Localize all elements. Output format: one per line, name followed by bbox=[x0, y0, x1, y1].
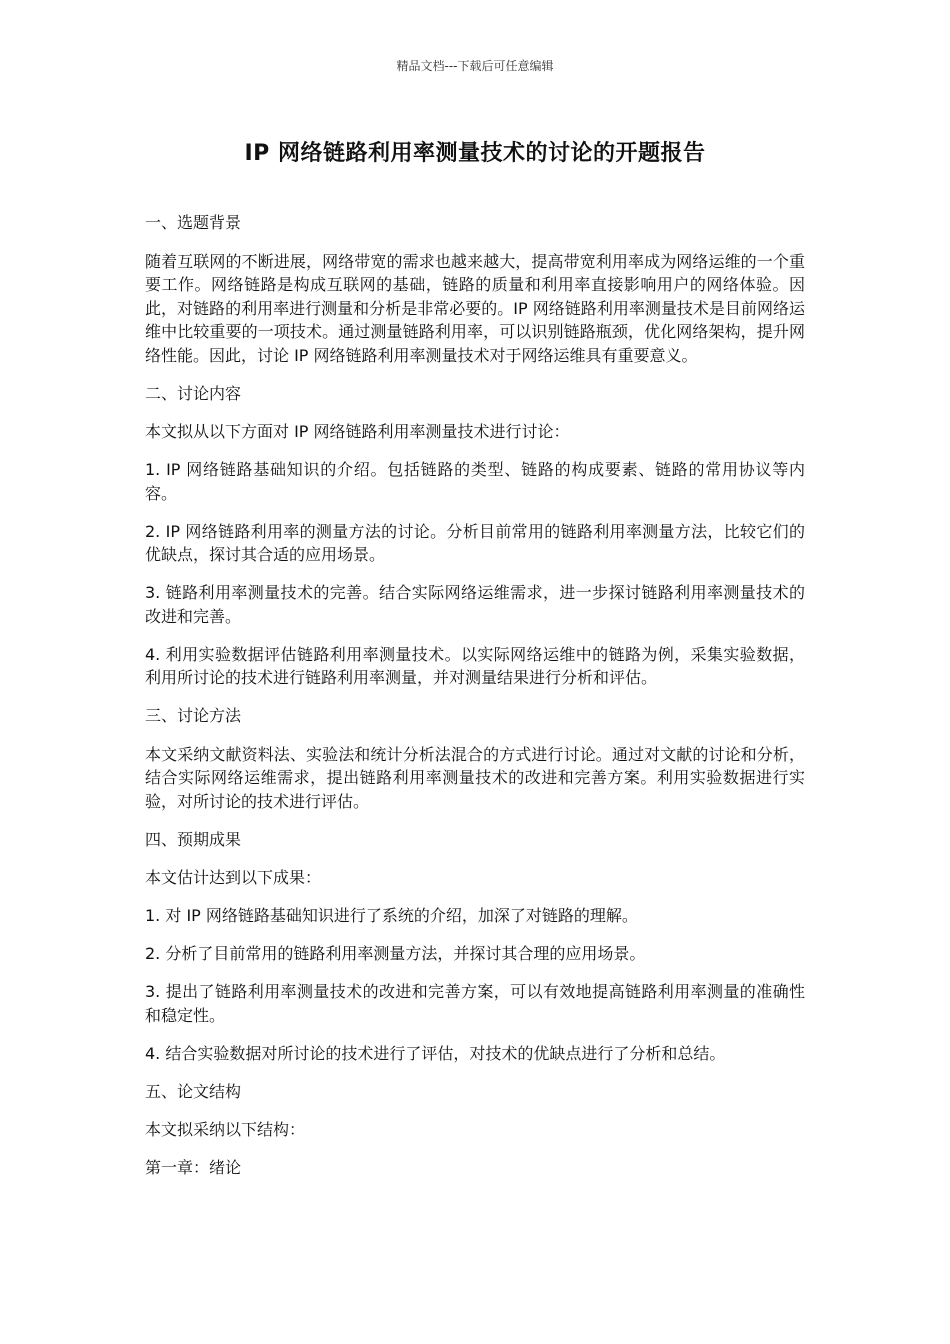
section-heading-method: 三、讨论方法 bbox=[145, 706, 242, 725]
list-item-results-2: 2. 分析了目前常用的链路利用率测量方法，并探讨其合理的应用场景。 bbox=[145, 944, 646, 963]
list-item-results-1: 1. 对 IP 网络链路基础知识进行了系统的介绍，加深了对链路的理解。 bbox=[145, 906, 638, 925]
section-heading-background: 一、选题背景 bbox=[145, 213, 242, 232]
list-item-content-3: 3. 链路利用率测量技术的完善。结合实际网络运维需求，进一步探讨链路利用率测量技术的改进和完善。 bbox=[145, 583, 805, 626]
paragraph-method: 本文采纳文献资料法、实验法和统计分析法混合的方式进行讨论。通过对文献的讨论和分析，结合实际网络运维需求，提出链路利用率测量技术的改进和完善方案。利用实验数据进行实验，对所讨论的技术进行评估。 bbox=[145, 744, 805, 811]
list-item-results-3: 3. 提出了链路利用率测量技术的改进和完善方案，可以有效地提高链路利用率测量的准确性和稳定性。 bbox=[145, 982, 805, 1025]
document-body bbox=[145, 211, 805, 1194]
list-item-content-4: 4. 利用实验数据评估链路利用率测量技术。以实际网络运维中的链路为例，采集实验数据，利用所讨论的技术进行链路利用率测量，并对测量结果进行分析和评估。 bbox=[145, 644, 805, 687]
section-heading-results: 四、预期成果 bbox=[145, 829, 242, 849]
list-item-content-2: 2. IP 网络链路利用率的测量方法的讨论。分析目前常用的链路利用率测量方法，比较它们的优缺点，探讨其合适的应用场景。 bbox=[145, 521, 805, 564]
paragraph-background: 随着互联网的不断进展，网络带宽的需求也越来越大，提高带宽利用率成为网络运维的一个重要工作。网络链路是构成互联网的基础，链路的质量和利用率直接影响用户的网络体验。因此，对链路的利用率进行测量和分析是非常必要的。IP 网络链路利用率测量技术是目前网络运维中比较重要的一项技术。通过测量链路利用率，可以识别链路瓶颈，优化网络架构，提升网络性能。因此，讨论 IP 网络链路利用率测量技术对于网络运维具有重要意义。 bbox=[145, 251, 805, 365]
list-item-results-4: 4. 结合实验数据对所讨论的技术进行了评估，对技术的优缺点进行了分析和总结。 bbox=[145, 1043, 726, 1063]
page-title: IP 网络链路利用率测量技术的讨论的开题报告 bbox=[244, 141, 706, 166]
section-heading-content: 二、讨论内容 bbox=[145, 383, 242, 403]
header-note: 精品文档---下载后可任意编辑 bbox=[396, 59, 554, 73]
paragraph-structure-intro: 本文拟采纳以下结构： bbox=[145, 1120, 306, 1139]
list-item-structure-1: 第一章：绪论 bbox=[145, 1158, 242, 1177]
section-heading-structure: 五、论文结构 bbox=[145, 1081, 242, 1101]
paragraph-results-intro: 本文估计达到以下成果： bbox=[145, 868, 322, 887]
list-item-content-1: 1. IP 网络链路基础知识的介绍。包括链路的类型、链路的构成要素、链路的常用协议等内容。 bbox=[145, 460, 805, 503]
paragraph-content-intro: 本文拟从以下方面对 IP 网络链路利用率测量技术进行讨论： bbox=[145, 422, 570, 441]
